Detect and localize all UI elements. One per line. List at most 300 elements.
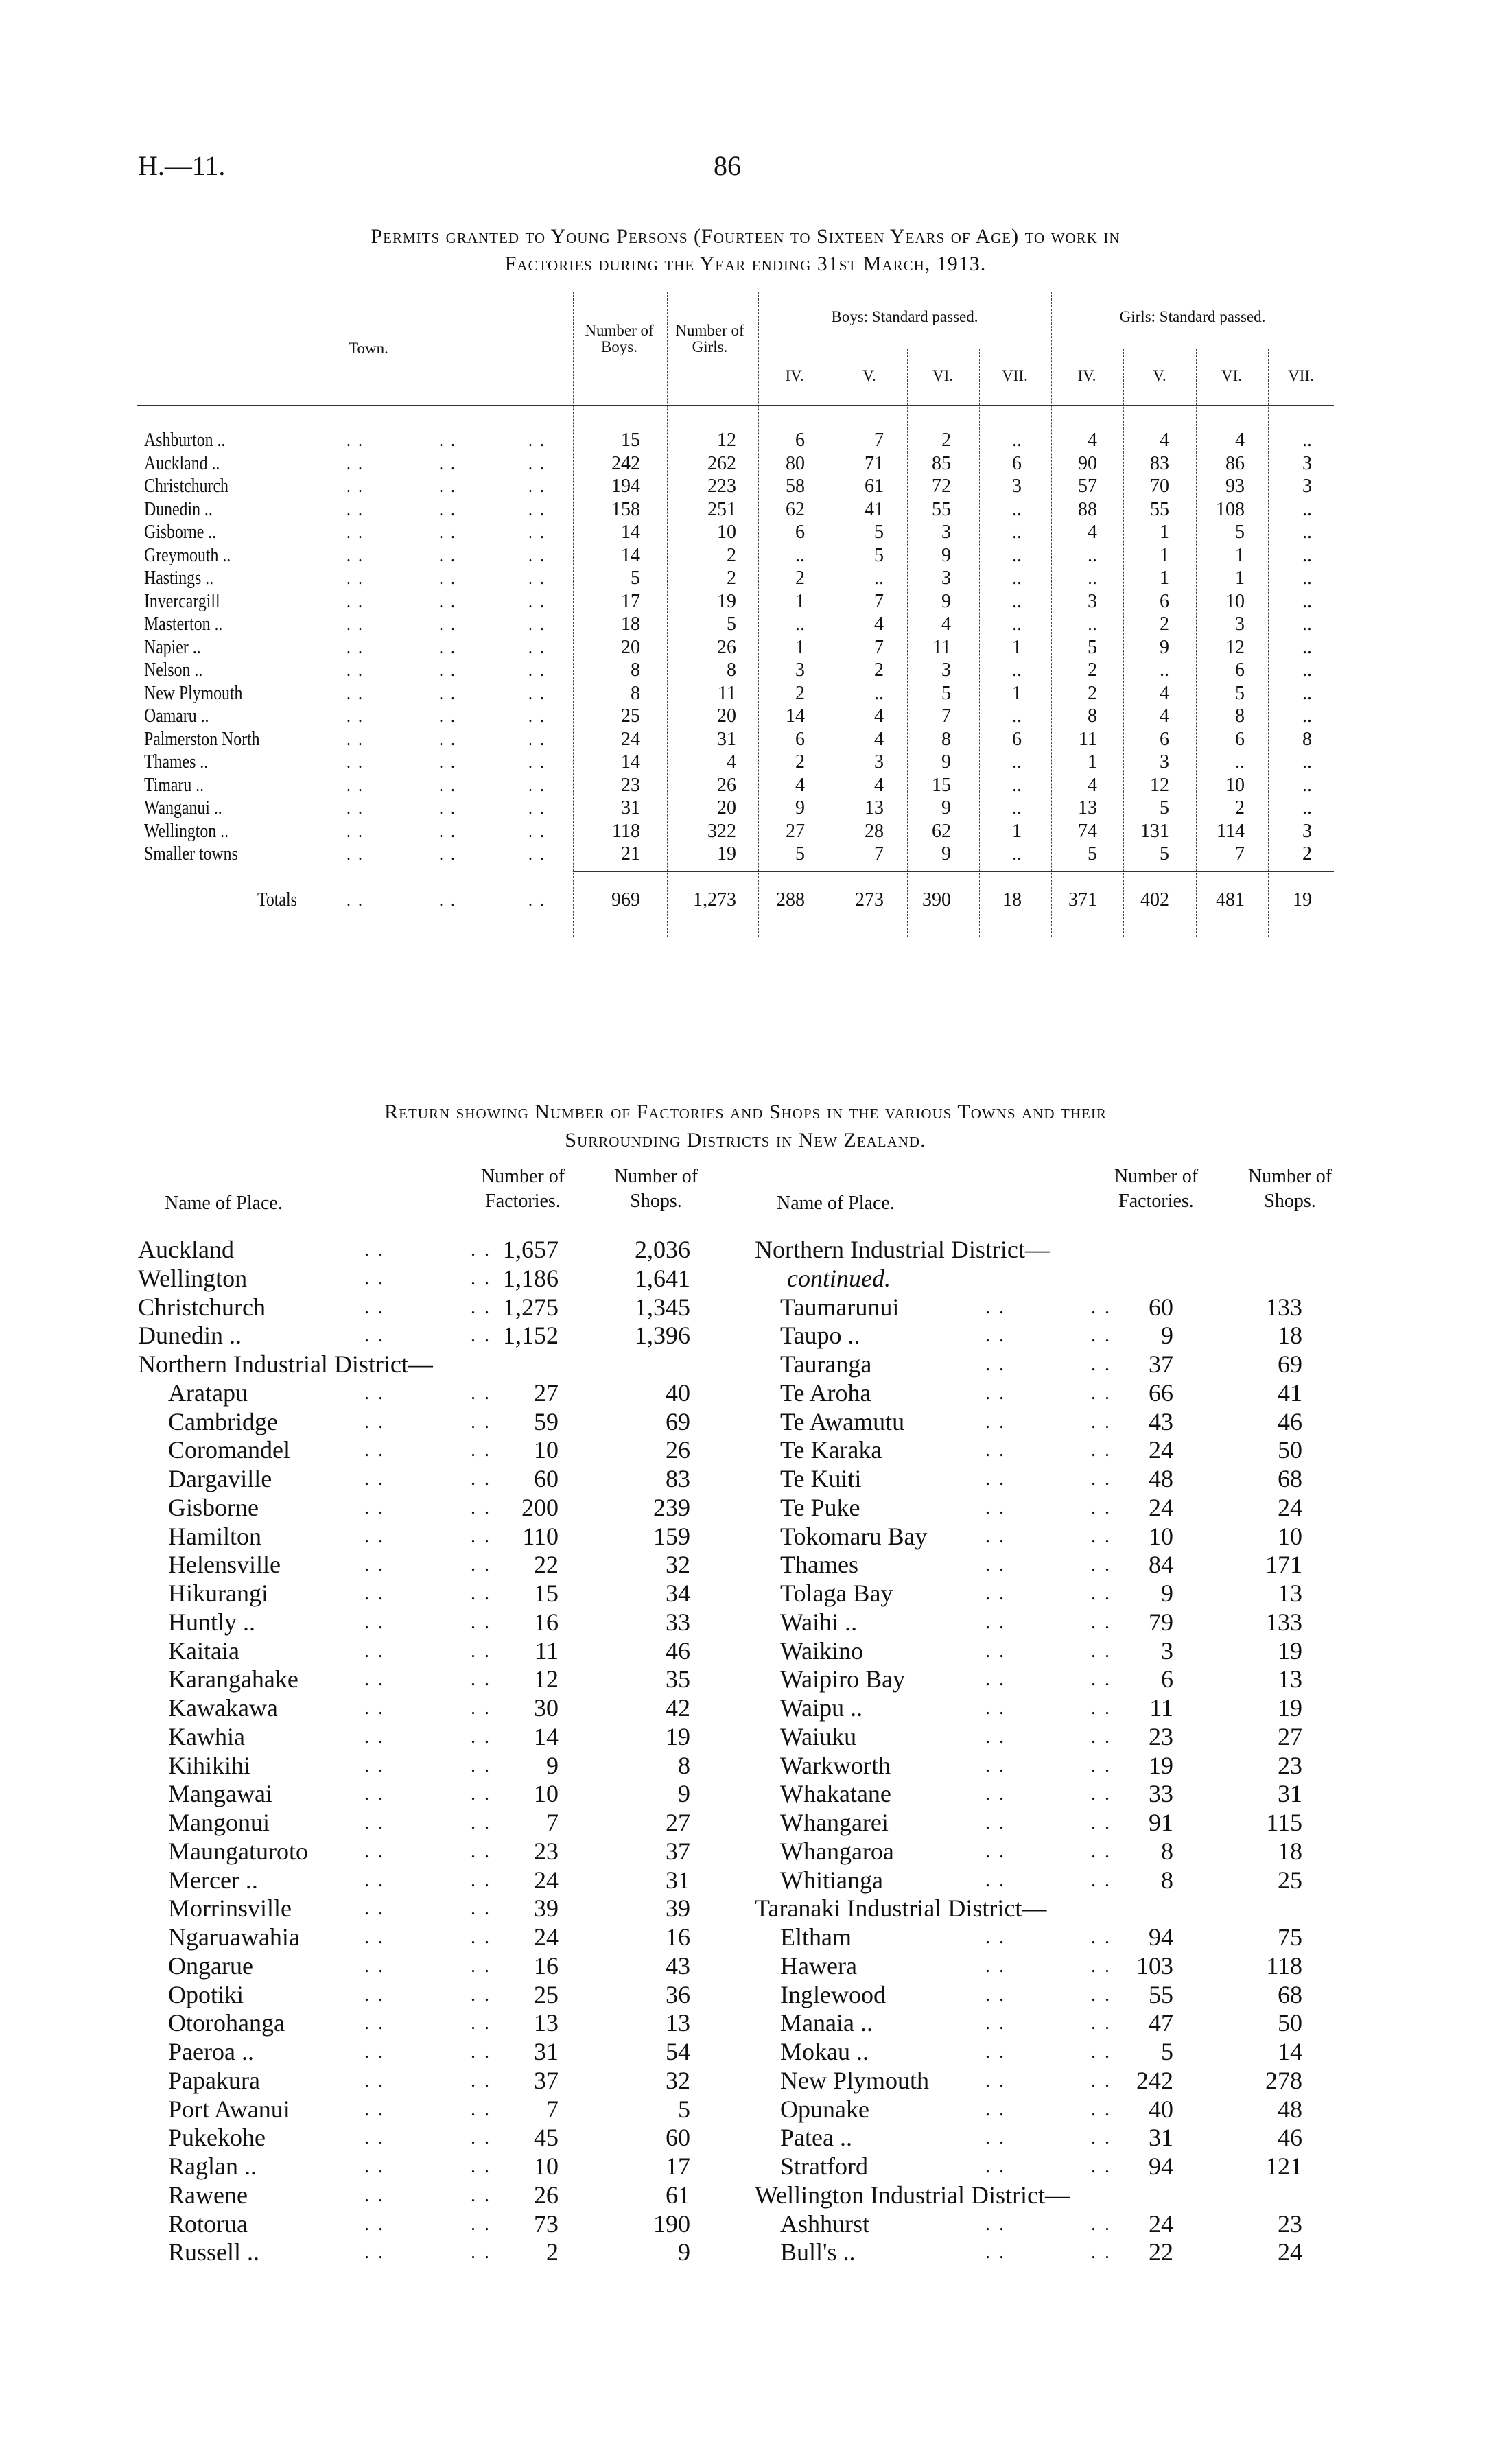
- cell-value: 9: [941, 544, 951, 566]
- cell-value: ..: [1302, 521, 1312, 543]
- shops-count: 14: [1278, 2038, 1302, 2065]
- factories-count: 11: [535, 1636, 559, 1665]
- shops-count: 26: [666, 1436, 690, 1464]
- shops-count: 33: [666, 1608, 690, 1636]
- leader-dots: [985, 1751, 1006, 1777]
- shops-count: 1,345: [635, 1293, 690, 1321]
- cell-value: 4: [1088, 774, 1097, 796]
- cell-value: 3: [941, 659, 951, 681]
- table-row: [0, 797, 1491, 820]
- cell-value: 1: [1160, 567, 1169, 589]
- town-name: Hastings ..: [144, 567, 214, 589]
- factories-count: 91: [1149, 1809, 1173, 1836]
- factories-count: 16: [534, 1951, 559, 1980]
- town-name: Wellington ..: [144, 820, 229, 842]
- table-row: [0, 659, 1491, 682]
- shops-count: 68: [1278, 1980, 1302, 2008]
- leader-dots: [528, 889, 546, 911]
- factories-count: 79: [1149, 1608, 1173, 1636]
- shops-count: 31: [666, 1866, 690, 1894]
- list-item: [0, 1866, 1491, 1894]
- cell-value: 6: [795, 728, 805, 750]
- cell-value: 9: [941, 843, 951, 865]
- list-item: [0, 1579, 1491, 1607]
- cell-value: 5: [1235, 521, 1245, 543]
- shops-count: 18: [1278, 1322, 1302, 1350]
- place-name: Kawhia: [168, 1722, 245, 1750]
- cell-value: ..: [1012, 751, 1022, 773]
- leader-dots: [439, 453, 457, 475]
- cell-value: 108: [1216, 498, 1245, 520]
- shops-count: 8: [678, 1751, 690, 1779]
- town-name: Dunedin ..: [144, 498, 213, 520]
- list-item: [0, 1722, 1491, 1750]
- cell-value: 6: [795, 521, 805, 543]
- leader-dots: [528, 775, 546, 797]
- place-name: Cambridge: [168, 1407, 278, 1435]
- place-name: Kaitaia: [168, 1636, 239, 1665]
- factories-count: 24: [1149, 1493, 1173, 1521]
- leader-dots: [347, 797, 364, 819]
- shops-count: 24: [1278, 2238, 1302, 2266]
- shops-count: 133: [1265, 1608, 1302, 1636]
- factories-count: 15: [534, 1580, 559, 1607]
- cell-value: 4: [874, 613, 884, 635]
- cell-value: 27: [786, 820, 805, 842]
- cell-value: 14: [621, 751, 640, 773]
- total-value: 288: [776, 889, 805, 911]
- factories-count: 22: [534, 1551, 559, 1579]
- cell-value: 20: [621, 636, 640, 658]
- leader-dots: [347, 683, 364, 705]
- header-bottom-rule: [137, 405, 1334, 406]
- factories-count: 37: [1149, 1350, 1173, 1378]
- shops-count: 39: [666, 1894, 690, 1923]
- factories-count: 11: [1149, 1694, 1173, 1722]
- leader-dots: [439, 476, 457, 497]
- cell-value: 8: [941, 728, 951, 750]
- cell-value: 10: [1225, 774, 1245, 796]
- cell-value: ..: [1012, 590, 1022, 612]
- factories-count: 13: [534, 2009, 559, 2037]
- list-item: [0, 1378, 1491, 1407]
- cell-value: ..: [1088, 613, 1097, 635]
- cell-value: 1: [1160, 544, 1169, 566]
- list-item: [0, 1665, 1491, 1693]
- leader-dots: [439, 843, 457, 865]
- cell-value: 21: [621, 843, 640, 865]
- leader-dots: [985, 2095, 1006, 2121]
- place-name: Dargaville: [168, 1465, 272, 1492]
- table-row: [0, 775, 1491, 797]
- shops-count: 68: [1278, 1465, 1302, 1492]
- shops-count: 61: [666, 2181, 690, 2209]
- place-name: Aratapu: [168, 1378, 248, 1407]
- place-name: Huntly ..: [168, 1608, 256, 1636]
- total-value: 969: [611, 889, 640, 911]
- cell-value: 6: [1235, 728, 1245, 750]
- header-standard: VI.: [932, 367, 954, 384]
- cell-value: 5: [874, 544, 884, 566]
- district-name: Taranaki Industrial District—: [755, 1894, 1047, 1923]
- leader-dots: [439, 659, 457, 681]
- cell-value: 83: [1150, 452, 1169, 474]
- leader-dots: [347, 613, 364, 635]
- leader-dots: [439, 797, 457, 819]
- cell-value: ..: [1012, 544, 1022, 566]
- cell-value: 3: [941, 567, 951, 589]
- shops-count: 36: [666, 1980, 690, 2008]
- leader-dots: [985, 1636, 1006, 1663]
- shops-count: 13: [666, 2009, 690, 2037]
- table-row: [0, 430, 1491, 452]
- header-standard: V.: [862, 367, 876, 384]
- cell-value: 7: [874, 590, 884, 612]
- cell-value: 8: [631, 682, 640, 704]
- cell-value: ..: [1012, 705, 1022, 727]
- cell-value: 1: [795, 636, 805, 658]
- leader-dots: [347, 821, 364, 843]
- place-name: Rotorua: [168, 2209, 248, 2238]
- place-name: Tokomaru Bay: [780, 1522, 928, 1550]
- cell-value: 131: [1140, 820, 1169, 842]
- cell-value: 31: [621, 797, 640, 819]
- shops-count: 9: [678, 2238, 690, 2266]
- cell-value: 10: [1225, 590, 1245, 612]
- cell-value: ..: [1302, 498, 1312, 520]
- place-name: Auckland: [138, 1236, 234, 1263]
- cell-value: ..: [1012, 797, 1022, 819]
- cell-value: 28: [865, 820, 884, 842]
- cell-value: 8: [631, 659, 640, 681]
- cell-value: 26: [717, 774, 736, 796]
- factories-count: 60: [534, 1465, 559, 1492]
- cell-value: ..: [1302, 797, 1312, 819]
- cell-value: 2: [1235, 797, 1245, 819]
- district-heading: [0, 2181, 1491, 2209]
- factories-count: 9: [1161, 1322, 1173, 1350]
- cell-value: 20: [717, 705, 736, 727]
- cell-value: 2: [1088, 682, 1097, 704]
- header-standard: IV.: [785, 367, 804, 384]
- shops-count: 133: [1265, 1293, 1302, 1321]
- cell-value: 57: [1078, 476, 1097, 497]
- factories-count: 9: [1161, 1580, 1173, 1607]
- cell-value: 90: [1078, 452, 1097, 474]
- place-name: Taupo ..: [780, 1322, 860, 1350]
- list-item: [0, 1808, 1491, 1836]
- cell-value: 7: [941, 705, 951, 727]
- table-row: [0, 637, 1491, 659]
- leader-dots: [347, 889, 364, 911]
- leader-dots: [439, 499, 457, 521]
- totals-rule: [573, 871, 1334, 872]
- town-name: Napier ..: [144, 636, 201, 658]
- leader-dots: [985, 2152, 1006, 2178]
- leader-dots: [985, 1493, 1006, 1519]
- place-name: Te Puke: [780, 1493, 860, 1521]
- factories-count: 103: [1136, 1951, 1173, 1980]
- leader-dots: [439, 729, 457, 751]
- leader-dots: [347, 591, 364, 613]
- factories-count: 10: [534, 1436, 559, 1464]
- place-name: Maungaturoto: [168, 1837, 308, 1865]
- header-town: Town.: [349, 340, 388, 357]
- place-name: Whakatane: [780, 1780, 891, 1808]
- table-row: [0, 476, 1491, 498]
- cell-value: 8: [1088, 705, 1097, 727]
- shops-count: 118: [1266, 1951, 1302, 1980]
- cell-value: 9: [941, 751, 951, 773]
- leader-dots: [347, 659, 364, 681]
- cell-value: 1: [1160, 521, 1169, 543]
- place-name: Mangonui: [168, 1809, 270, 1836]
- place-name: Waihi ..: [780, 1608, 858, 1636]
- place-name: Morrinsville: [168, 1894, 292, 1923]
- leader-dots: [347, 751, 364, 773]
- place-name: Wellington: [138, 1264, 248, 1292]
- cell-value: 194: [611, 476, 640, 497]
- leader-dots: [439, 637, 457, 659]
- cell-value: 4: [727, 751, 736, 773]
- shops-count: 34: [666, 1580, 690, 1607]
- total-value: 390: [922, 889, 951, 911]
- cell-value: ..: [1302, 544, 1312, 566]
- table-row: [0, 683, 1491, 705]
- cell-value: 20: [717, 797, 736, 819]
- leader-dots: [439, 889, 457, 911]
- place-name: Whangarei: [780, 1809, 889, 1836]
- cell-value: 2: [727, 544, 736, 566]
- shops-count: 13: [1278, 1665, 1302, 1693]
- list-item: [0, 2123, 1491, 2151]
- shops-count: 69: [666, 1407, 690, 1435]
- leader-dots: [985, 1722, 1006, 1748]
- leader-dots: [439, 821, 457, 843]
- cell-value: 251: [707, 498, 736, 520]
- leader-dots: [528, 821, 546, 843]
- factories-count: 27: [534, 1378, 559, 1407]
- cell-value: 8: [1235, 705, 1245, 727]
- place-name: Ongarue: [168, 1951, 253, 1980]
- cell-value: 2: [941, 430, 951, 451]
- factories-count: 73: [534, 2209, 559, 2238]
- cell-value: 4: [1088, 521, 1097, 543]
- cell-value: 262: [707, 452, 736, 474]
- place-name: Helensville: [168, 1551, 281, 1579]
- place-name: Pukekohe: [168, 2124, 266, 2152]
- header-name-of-place: Name of Place.: [777, 1193, 895, 1214]
- cell-value: 2: [874, 659, 884, 681]
- cell-value: ..: [1302, 613, 1312, 635]
- header-number-of-shops: Number of Shops.: [1247, 1166, 1332, 1212]
- cell-value: ..: [1012, 498, 1022, 520]
- list-item: [0, 2008, 1491, 2037]
- shops-count: 32: [666, 1551, 690, 1579]
- header-name-of-place: Name of Place.: [165, 1193, 283, 1214]
- shops-count: 17: [666, 2152, 690, 2180]
- shops-count: 159: [653, 1522, 690, 1550]
- town-name: Oamaru ..: [144, 705, 209, 727]
- factories-count: 8: [1161, 1866, 1173, 1894]
- shops-count: 171: [1265, 1551, 1302, 1579]
- header-standard: IV.: [1077, 367, 1096, 384]
- leader-dots: [528, 499, 546, 521]
- town-name: Palmerston North: [144, 728, 260, 750]
- list-item: [0, 2238, 1491, 2266]
- shops-count: 115: [1266, 1809, 1302, 1836]
- place-name: Coromandel: [168, 1436, 290, 1464]
- cell-value: 8: [1302, 728, 1312, 750]
- factories-count: 66: [1149, 1378, 1173, 1407]
- cell-value: 5: [1235, 682, 1245, 704]
- leader-dots: [347, 545, 364, 567]
- leader-dots: [985, 1923, 1006, 1949]
- header-standard: VI.: [1221, 367, 1243, 384]
- cell-value: 7: [874, 636, 884, 658]
- cell-value: 4: [874, 774, 884, 796]
- list-item: [0, 1321, 1491, 1349]
- list-item: [0, 2037, 1491, 2065]
- factories-count: 22: [1149, 2238, 1173, 2266]
- factories-count: 16: [534, 1608, 559, 1636]
- place-name: Ngaruawahia: [168, 1923, 300, 1951]
- shops-count: 46: [666, 1636, 690, 1665]
- leader-dots: [985, 1321, 1006, 1347]
- cell-value: 2: [1160, 613, 1169, 635]
- cell-value: 9: [795, 797, 805, 819]
- shops-count: 46: [1278, 1407, 1302, 1435]
- factories-count: 7: [546, 1809, 559, 1836]
- cell-value: 4: [1235, 430, 1245, 451]
- factories-count: 10: [534, 1780, 559, 1808]
- cell-value: 1: [1235, 544, 1245, 566]
- leader-dots: [528, 591, 546, 613]
- cell-value: 11: [1079, 728, 1097, 750]
- table-row: [0, 843, 1491, 866]
- leader-dots: [347, 567, 364, 589]
- header-number-of-shops: Number of Shops.: [613, 1166, 698, 1212]
- factories-count: 200: [521, 1493, 559, 1521]
- cell-value: 4: [1160, 682, 1169, 704]
- cell-value: 4: [941, 613, 951, 635]
- cell-value: 3: [1012, 476, 1022, 497]
- place-name: Te Kuiti: [780, 1465, 862, 1492]
- place-name: Mercer ..: [168, 1866, 258, 1894]
- shops-count: 10: [1278, 1522, 1302, 1550]
- list-item: [0, 1951, 1491, 1980]
- header-number-of-factories: Number of Factories.: [1114, 1166, 1199, 1212]
- leader-dots: [985, 1837, 1006, 1863]
- place-name: Ashhurst: [780, 2209, 870, 2238]
- table-row: [0, 521, 1491, 544]
- district-heading: [0, 1264, 1491, 1292]
- leader-dots: [985, 2037, 1006, 2063]
- leader-dots: [347, 499, 364, 521]
- cell-value: 7: [874, 843, 884, 865]
- town-name: Auckland ..: [144, 452, 220, 474]
- place-name: Waikino: [780, 1636, 864, 1665]
- town-name: Wanganui ..: [144, 797, 222, 819]
- cell-value: 41: [865, 498, 884, 520]
- cell-value: 3: [1160, 751, 1169, 773]
- leader-dots: [985, 1980, 1006, 2006]
- place-name: Whitianga: [780, 1866, 883, 1894]
- cell-value: 158: [611, 498, 640, 520]
- permits-title-line1: Permits granted to Young Persons (Fourteen to Sixteen Years of Age) to work in: [371, 225, 1120, 248]
- leader-dots: [347, 476, 364, 497]
- header-number-of-factories: Number of Factories.: [480, 1166, 565, 1212]
- factories-count: 59: [534, 1407, 559, 1435]
- cell-value: ..: [1088, 544, 1097, 566]
- place-name: Waipu ..: [780, 1694, 863, 1722]
- cell-value: 5: [727, 613, 736, 635]
- leader-dots: [528, 567, 546, 589]
- list-item: [0, 1464, 1491, 1492]
- cell-value: 71: [865, 452, 884, 474]
- cell-value: 26: [717, 636, 736, 658]
- header-girls-standard: Girls: Standard passed.: [1119, 308, 1266, 325]
- cell-value: 242: [611, 452, 640, 474]
- cell-value: 9: [941, 797, 951, 819]
- leader-dots: [528, 430, 546, 451]
- place-name: Eltham: [780, 1923, 852, 1951]
- shops-count: 32: [666, 2066, 690, 2094]
- shops-count: 190: [653, 2209, 690, 2238]
- leader-dots: [528, 843, 546, 865]
- factories-count: 10: [1149, 1522, 1173, 1550]
- total-value: 481: [1216, 889, 1245, 911]
- cell-value: 15: [621, 430, 640, 451]
- shops-count: 60: [666, 2124, 690, 2152]
- factories-count: 84: [1149, 1551, 1173, 1579]
- shops-count: 27: [666, 1809, 690, 1836]
- header-girls: Number of Girls.: [675, 322, 744, 355]
- place-name: Port Awanui: [168, 2095, 290, 2123]
- leader-dots: [985, 1293, 1006, 1319]
- cell-value: 1: [1235, 567, 1245, 589]
- shops-count: 1,396: [635, 1322, 690, 1350]
- shops-count: 24: [1278, 1493, 1302, 1521]
- list-item: [0, 2152, 1491, 2180]
- cell-value: 4: [1088, 430, 1097, 451]
- cell-value: 10: [717, 521, 736, 543]
- factories-count: 24: [1149, 2209, 1173, 2238]
- cell-value: ..: [1012, 659, 1022, 681]
- leader-dots: [347, 729, 364, 751]
- cell-value: ..: [1302, 430, 1312, 451]
- cell-value: 4: [795, 774, 805, 796]
- town-name: Christchurch: [144, 476, 228, 497]
- total-value: 402: [1140, 889, 1169, 911]
- factories-count: 30: [534, 1694, 559, 1722]
- cell-value: 61: [865, 476, 884, 497]
- cell-value: ..: [1012, 774, 1022, 796]
- leader-dots: [528, 453, 546, 475]
- list-item: [0, 1779, 1491, 1807]
- cell-value: 1: [795, 590, 805, 612]
- document-reference: H.—11.: [138, 150, 226, 181]
- factories-count: 31: [1149, 2124, 1173, 2152]
- cell-value: 3: [1302, 452, 1312, 474]
- place-name: Thames: [780, 1551, 858, 1579]
- leader-dots: [528, 476, 546, 497]
- cell-value: 12: [1150, 774, 1169, 796]
- cell-value: ..: [874, 682, 884, 704]
- place-name: Kihikihi: [168, 1751, 251, 1779]
- list-item: [0, 1923, 1491, 1951]
- cell-value: 62: [932, 820, 951, 842]
